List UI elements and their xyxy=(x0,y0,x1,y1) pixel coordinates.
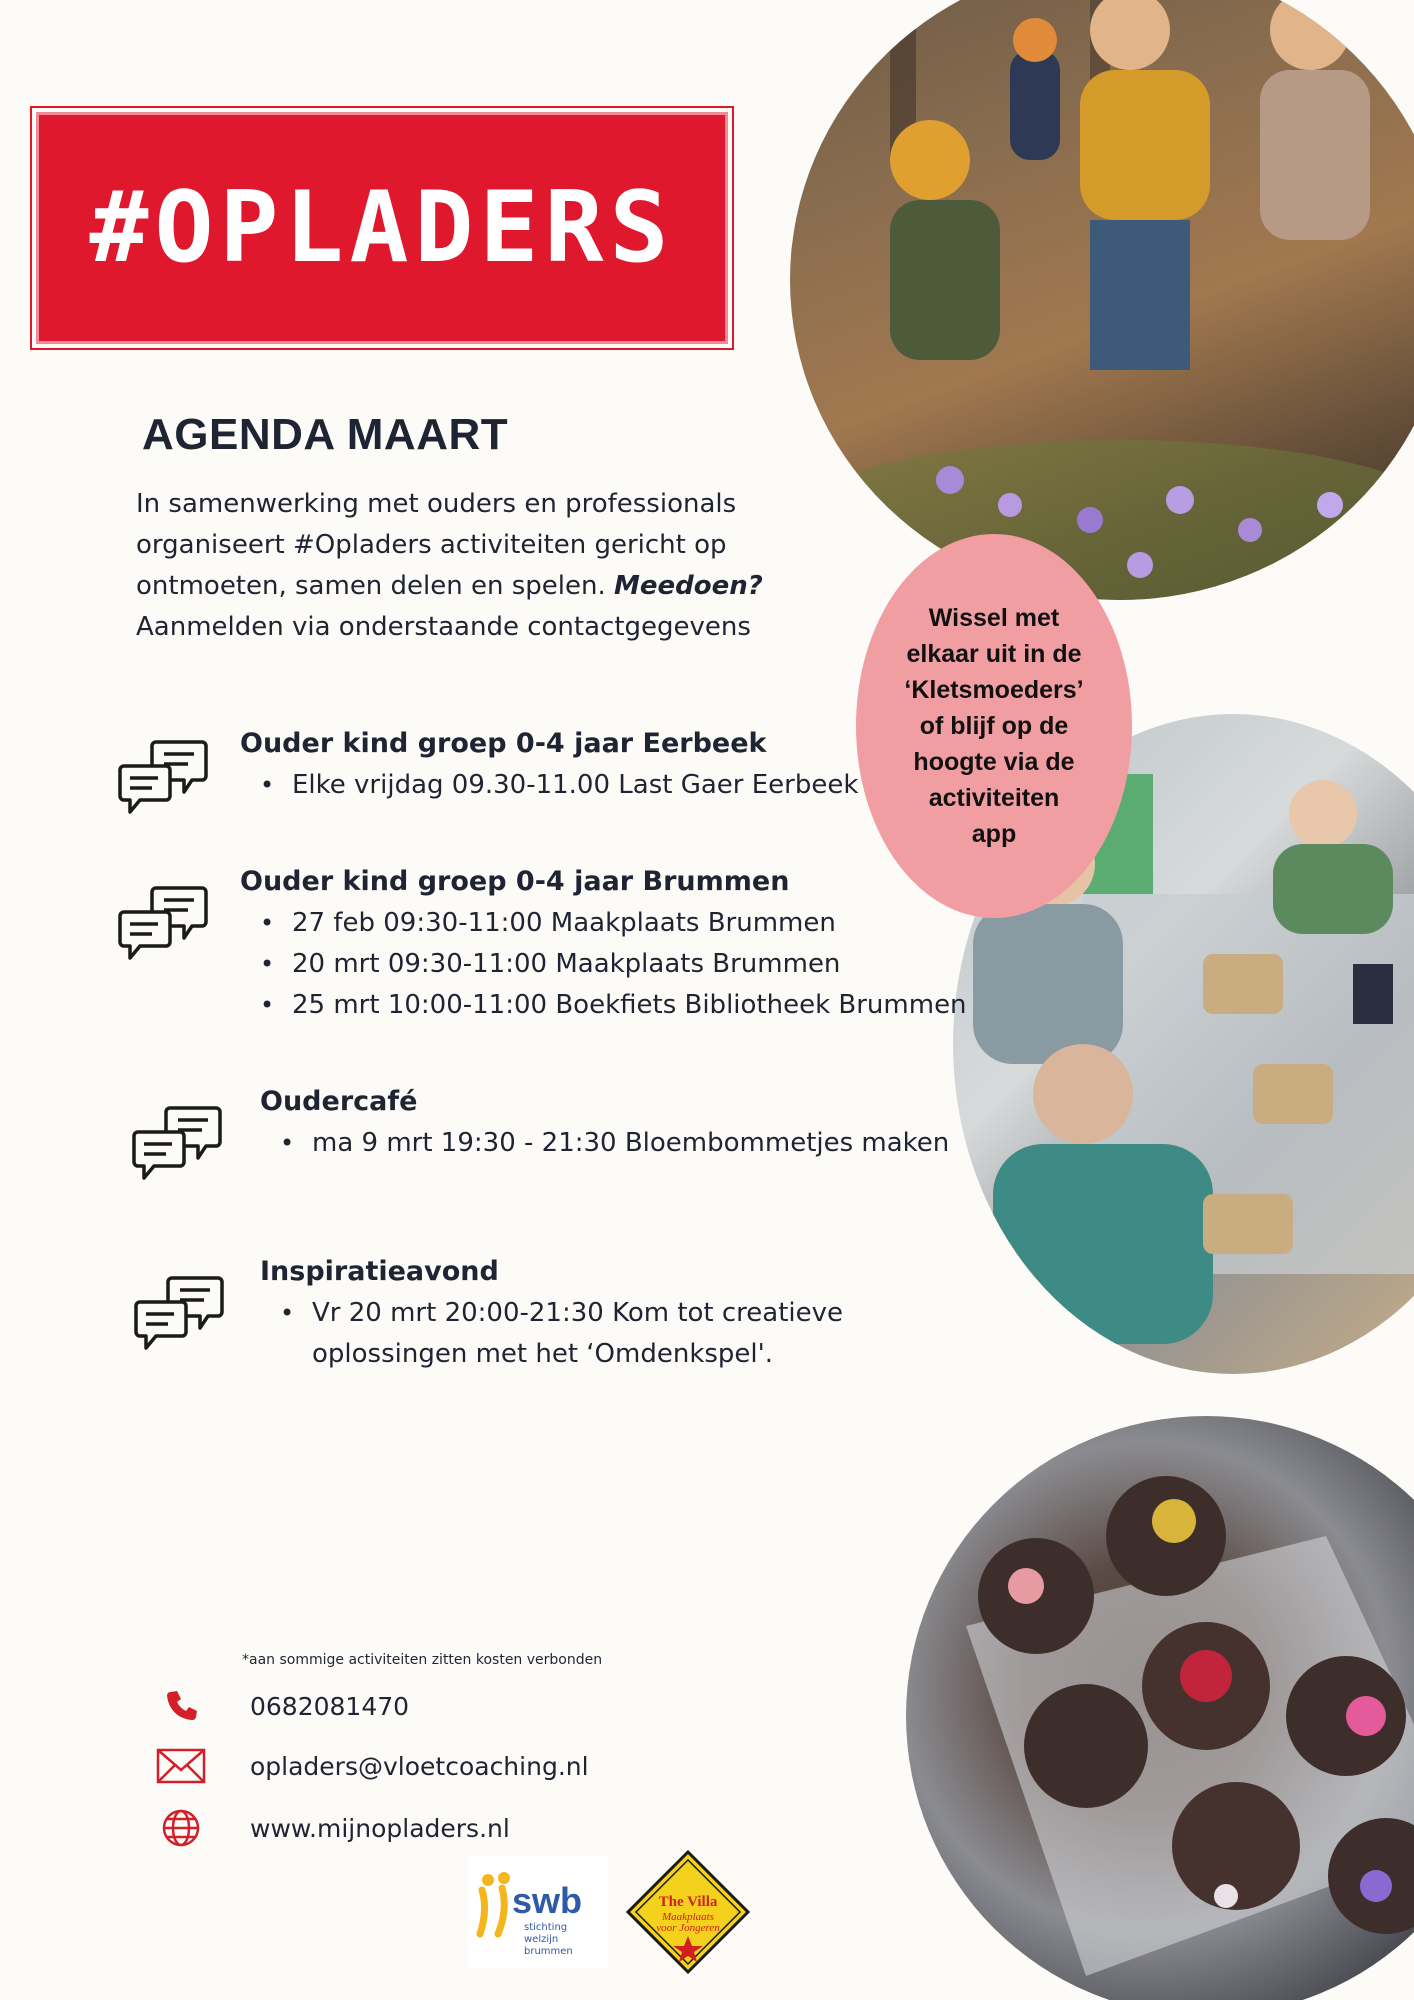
photo-seed-bombs xyxy=(906,1416,1414,2000)
forest-illustration xyxy=(790,0,1414,600)
list-item-continuation: oplossingen met het ‘Omdenkspel'. xyxy=(312,1339,774,1369)
swb-logo xyxy=(468,1856,608,1968)
chat-bubbles-icon xyxy=(118,736,208,822)
contact-email[interactable] xyxy=(150,1744,589,1788)
intro-paragraph xyxy=(136,484,796,648)
list-item: • Elke vrijdag 09.30-11.00 Last Gaer Eerbeek xyxy=(240,765,858,806)
chat-bubbles-icon xyxy=(132,1102,222,1188)
email-address[interactable]: opladers@vloetcoaching.nl xyxy=(250,1751,589,1781)
section-list xyxy=(260,1293,843,1375)
section-list xyxy=(240,903,967,1026)
envelope-icon xyxy=(150,1744,212,1788)
bubble-text: Wissel met elkaar uit in de ‘Kletsmoeders’ of blijf op de hoogte via de activiteiten app xyxy=(904,604,1084,848)
list-item: • 27 feb 09:30-11:00 Maakplaats Brummen xyxy=(240,903,967,944)
list-item: • ma 9 mrt 19:30 - 21:30 Bloembommetjes maken xyxy=(260,1123,949,1164)
cost-note: *aan sommige activiteiten zitten kosten verbonden xyxy=(242,1652,603,1668)
page-title: AGENDA MAART xyxy=(142,410,509,459)
section-list xyxy=(240,765,858,806)
section-title: Ouder kind groep 0-4 jaar Brummen xyxy=(240,866,790,897)
contact-phone[interactable] xyxy=(150,1684,409,1728)
website-url[interactable]: www.mijnopladers.nl xyxy=(250,1813,510,1843)
opladers-logo xyxy=(36,112,728,344)
logo-text: #OPLADERS xyxy=(89,171,675,285)
chat-bubbles-icon xyxy=(118,882,208,968)
chat-bubbles-icon xyxy=(134,1272,224,1358)
section-title: Inspiratieavond xyxy=(260,1256,499,1287)
section-list xyxy=(260,1123,949,1164)
phone-number[interactable]: 0682081470 xyxy=(250,1691,410,1721)
section-title: Ouder kind groep 0-4 jaar Eerbeek xyxy=(240,728,767,759)
villa-name: The Villa xyxy=(658,1894,718,1910)
list-item: • Vr 20 mrt 20:00-21:30 Kom tot creatieve xyxy=(260,1293,843,1334)
the-villa-logo xyxy=(626,1850,750,1974)
swb-figure-icon xyxy=(476,1870,516,1940)
section-title: Oudercafé xyxy=(260,1086,418,1117)
intro-emphasis: Meedoen? xyxy=(614,571,763,601)
globe-icon xyxy=(150,1806,212,1850)
kletsmoeders-bubble xyxy=(856,534,1132,918)
photo-children-forest xyxy=(790,0,1414,600)
swb-subtitle: stichting welzijn brummen xyxy=(524,1922,573,1957)
villa-subtitle: Maakplaats voor Jongeren xyxy=(656,1911,720,1934)
list-item: • 25 mrt 10:00-11:00 Boekfiets Bibliotheek Brummen xyxy=(240,985,967,1026)
phone-icon xyxy=(150,1684,212,1728)
seedbombs-illustration xyxy=(906,1416,1414,2000)
list-item: • 20 mrt 09:30-11:00 Maakplaats Brummen xyxy=(240,944,967,985)
contact-website[interactable] xyxy=(150,1806,510,1850)
swb-name: swb xyxy=(512,1880,583,1921)
intro-text: In samenwerking met ouders en professionals organiseert #Opladers activiteiten gericht op ontmoeten, samen delen en spelen. xyxy=(136,489,737,601)
intro-text-2: Aanmelden via onderstaande contactgegevens xyxy=(136,612,751,642)
